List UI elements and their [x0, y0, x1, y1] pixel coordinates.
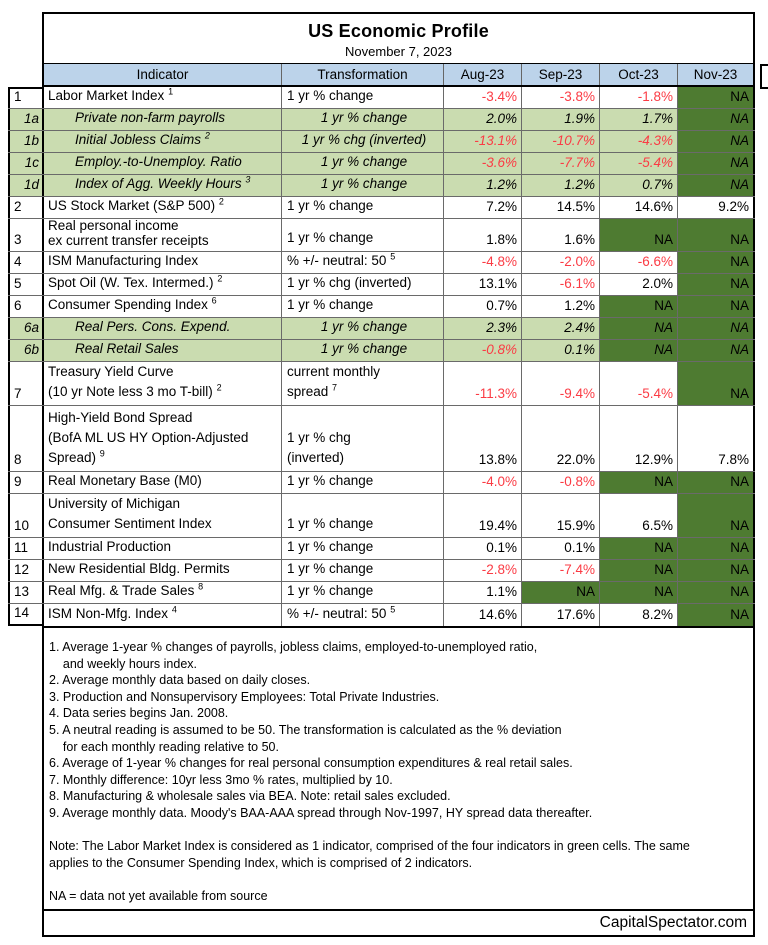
value-cell: -0.8%	[521, 472, 599, 493]
value-cell: -5.4%	[599, 362, 677, 405]
table-row	[8, 362, 755, 406]
value-cell: -7.7%	[521, 153, 599, 174]
value-cell: 1.8%	[443, 219, 521, 251]
page-title: US Economic Profile	[308, 21, 489, 41]
row-number-cell: 1c	[8, 153, 42, 174]
value-cell: -2.0%	[521, 252, 599, 273]
table-row	[8, 131, 755, 153]
value-cell: 7.2%	[443, 197, 521, 218]
value-cell: -13.1%	[443, 131, 521, 152]
value-cell: NA	[677, 538, 755, 559]
transformation-cell: 1 yr % change	[281, 340, 443, 361]
footnote-line: 8. Manufacturing & wholesale sales via BEA. Note: retail sales excluded.	[49, 789, 451, 804]
indicator-cell: Spot Oil (W. Tex. Intermed.) $^2$	[42, 274, 281, 295]
value-cell: -1.8%	[599, 87, 677, 108]
footnote-line: 4. Data series begins Jan. 2008.	[49, 706, 229, 721]
report-date: November 7, 2023	[345, 44, 452, 59]
row-number-cell: 2	[8, 197, 42, 218]
table-row	[8, 197, 755, 219]
table-row	[8, 274, 755, 296]
value-cell: 1.2%	[521, 296, 599, 317]
row-number-cell: 11	[8, 538, 42, 559]
value-cell: NA	[677, 472, 755, 493]
value-cell: 15.9%	[521, 494, 599, 537]
footnote-line	[49, 871, 749, 888]
value-cell: NA	[521, 582, 599, 603]
value-cell: NA	[677, 494, 755, 537]
transformation-cell: 1 yr % chg (inverted)	[281, 274, 443, 295]
indicator-cell: Employ.-to-Unemploy. Ratio	[42, 153, 281, 174]
column-header-nov-23: Nov-23	[677, 64, 755, 85]
transformation-cell: 1 yr % change	[281, 538, 443, 559]
row-number-cell: 1d	[8, 175, 42, 196]
indicator-cell: Consumer Spending Index $^6$	[42, 296, 281, 317]
economic-profile-table	[8, 12, 755, 937]
column-header-sep-23: Sep-23	[521, 64, 599, 85]
indicator-cell: Index of Agg. Weekly Hours $^3$	[42, 175, 281, 196]
row-number-cell: 10	[8, 494, 42, 537]
value-cell: 22.0%	[521, 406, 599, 471]
table-row	[8, 175, 755, 197]
row-number-cell: 12	[8, 560, 42, 581]
footnote-line: 2. Average monthly data based on daily closes.	[49, 673, 311, 688]
value-cell: -5.4%	[599, 153, 677, 174]
transformation-cell: current monthly spread $^7$	[281, 362, 443, 405]
value-cell: -9.4%	[521, 362, 599, 405]
transformation-cell: 1 yr % change	[281, 175, 443, 196]
transformation-cell: 1 yr % change	[281, 296, 443, 317]
indicator-cell: ISM Manufacturing Index	[42, 252, 281, 273]
value-cell: NA	[599, 296, 677, 317]
table-row	[8, 582, 755, 604]
footnote-line: applies to the Consumer Spending Index, which is comprised of 2 indicators.	[49, 855, 473, 870]
value-cell: 7.8%	[677, 406, 755, 471]
value-cell: NA	[677, 362, 755, 405]
indicator-cell: Real Retail Sales	[42, 340, 281, 361]
value-cell: NA	[677, 274, 755, 295]
table-row	[8, 604, 755, 626]
value-cell: 0.1%	[443, 538, 521, 559]
column-header-indicator: Indicator	[42, 64, 281, 85]
value-cell: 0.1%	[521, 340, 599, 361]
table-row	[8, 219, 755, 252]
value-cell: -4.0%	[443, 472, 521, 493]
value-cell: 8.2%	[599, 604, 677, 626]
indicator-cell: Real Monetary Base (M0)	[42, 472, 281, 493]
value-cell: 1.2%	[521, 175, 599, 196]
column-header-row	[42, 63, 755, 87]
value-cell: NA	[677, 175, 755, 196]
value-cell: NA	[599, 219, 677, 251]
transformation-cell: 1 yr % change	[281, 87, 443, 108]
value-cell: 0.1%	[521, 538, 599, 559]
value-cell: 6.5%	[599, 494, 677, 537]
transformation-cell: % +/- neutral: 50 $^5$	[281, 604, 443, 626]
row-number-cell: 6b	[8, 340, 42, 361]
transformation-cell: 1 yr % chg (inverted)	[281, 406, 443, 471]
value-cell: NA	[677, 131, 755, 152]
table-row	[8, 109, 755, 131]
value-cell: 0.7%	[599, 175, 677, 196]
row-number-cell: 14	[8, 604, 42, 626]
value-cell: NA	[599, 318, 677, 339]
table-row	[8, 560, 755, 582]
footnote-line: 9. Average monthly data. Moody's BAA-AAA spread through Nov-1997, HY spread data thereafter.	[49, 805, 593, 820]
footnotes-block	[42, 626, 755, 909]
indicator-cell: New Residential Bldg. Permits	[42, 560, 281, 581]
value-cell: NA	[677, 153, 755, 174]
table-row	[8, 153, 755, 175]
value-cell: NA	[599, 538, 677, 559]
value-cell: -4.8%	[443, 252, 521, 273]
table-row	[8, 87, 755, 109]
value-cell: NA	[599, 472, 677, 493]
value-cell: NA	[677, 87, 755, 108]
value-cell: 14.6%	[443, 604, 521, 626]
value-cell: -10.7%	[521, 131, 599, 152]
row-number-cell: 3	[8, 219, 42, 251]
value-cell: 1.7%	[599, 109, 677, 130]
value-cell: 2.0%	[599, 274, 677, 295]
indicator-cell: High-Yield Bond Spread (BofA ML US HY Option-Adjusted Spread) $^9$	[42, 406, 281, 471]
row-number-cell: 4	[8, 252, 42, 273]
value-cell: 14.5%	[521, 197, 599, 218]
transformation-cell: 1 yr % chg (inverted)	[281, 131, 443, 152]
row-number-cell: 1b	[8, 131, 42, 152]
column-header-aug-23: Aug-23	[443, 64, 521, 85]
footnote-line: for each monthly reading relative to 50.	[49, 739, 279, 754]
column-header-oct-23: Oct-23	[599, 64, 677, 85]
table-row	[8, 406, 755, 472]
value-cell: 9.2%	[677, 197, 755, 218]
table-row	[8, 296, 755, 318]
row-number-cell: 1a	[8, 109, 42, 130]
footnote-line: 7. Monthly difference: 10yr less 3mo % rates, multiplied by 10.	[49, 772, 393, 787]
row-number-cell: 6a	[8, 318, 42, 339]
transformation-cell: 1 yr % change	[281, 472, 443, 493]
right-edge-clipped-box	[760, 64, 768, 89]
value-cell: -6.6%	[599, 252, 677, 273]
row-number-cell: 6	[8, 296, 42, 317]
value-cell: NA	[677, 219, 755, 251]
row-number-cell: 1	[8, 87, 42, 108]
transformation-cell: 1 yr % change	[281, 153, 443, 174]
row-number-cell: 8	[8, 406, 42, 471]
value-cell: 1.1%	[443, 582, 521, 603]
value-cell: -0.8%	[443, 340, 521, 361]
transformation-cell: 1 yr % change	[281, 582, 443, 603]
value-cell: 14.6%	[599, 197, 677, 218]
value-cell: -4.3%	[599, 131, 677, 152]
indicator-cell: ISM Non-Mfg. Index $^4$	[42, 604, 281, 626]
value-cell: NA	[677, 604, 755, 626]
value-cell: 12.9%	[599, 406, 677, 471]
value-cell: -11.3%	[443, 362, 521, 405]
transformation-cell: 1 yr % change	[281, 318, 443, 339]
indicator-cell: Private non-farm payrolls	[42, 109, 281, 130]
table-row	[8, 472, 755, 494]
value-cell: -2.8%	[443, 560, 521, 581]
table-body	[8, 87, 755, 626]
value-cell: 1.6%	[521, 219, 599, 251]
footnote-line: Note: The Labor Market Index is considered as 1 indicator, comprised of the four indicators in green cells. The same	[49, 839, 690, 854]
value-cell: NA	[677, 582, 755, 603]
indicator-cell: US Stock Market (S&P 500) $^2$	[42, 197, 281, 218]
row-number-cell: 13	[8, 582, 42, 603]
indicator-cell: Real Mfg. & Trade Sales $^8$	[42, 582, 281, 603]
table-row	[8, 538, 755, 560]
footnote-line: NA = data not yet available from source	[49, 888, 268, 903]
value-cell: NA	[599, 582, 677, 603]
row-number-cell: 9	[8, 472, 42, 493]
indicator-cell: Labor Market Index $^1$	[42, 87, 281, 108]
value-cell: 13.8%	[443, 406, 521, 471]
footnote-line: 3. Production and Nonsupervisory Employees: Total Private Industries.	[49, 689, 440, 704]
transformation-cell: 1 yr % change	[281, 494, 443, 537]
table-row	[8, 340, 755, 362]
value-cell: -3.4%	[443, 87, 521, 108]
table-row	[8, 318, 755, 340]
footnote-line	[49, 822, 749, 839]
indicator-cell: Real Pers. Cons. Expend.	[42, 318, 281, 339]
value-cell: 2.0%	[443, 109, 521, 130]
row-number-cell: 5	[8, 274, 42, 295]
value-cell: 2.3%	[443, 318, 521, 339]
value-cell: 1.9%	[521, 109, 599, 130]
value-cell: NA	[599, 560, 677, 581]
footnote-line: 1. Average 1-year % changes of payrolls, jobless claims, employed-to-unemployed ratio,	[49, 640, 538, 654]
table-row	[8, 494, 755, 538]
value-cell: -7.4%	[521, 560, 599, 581]
transformation-cell: 1 yr % change	[281, 219, 443, 251]
value-cell: 0.7%	[443, 296, 521, 317]
row-number-cell: 7	[8, 362, 42, 405]
value-cell: NA	[677, 560, 755, 581]
transformation-cell: % +/- neutral: 50 $^5$	[281, 252, 443, 273]
value-cell: NA	[599, 340, 677, 361]
value-cell: NA	[677, 318, 755, 339]
footnote-line: 6. Average of 1-year % changes for real personal consumption expenditures & real retail sales.	[49, 756, 573, 771]
footnote-line: 5. A neutral reading is assumed to be 50. The transformation is calculated as the % deviation	[49, 722, 562, 737]
value-cell: -3.6%	[443, 153, 521, 174]
transformation-cell: 1 yr % change	[281, 109, 443, 130]
indicator-cell: Industrial Production	[42, 538, 281, 559]
indicator-cell: Initial Jobless Claims $^2$	[42, 131, 281, 152]
transformation-cell: 1 yr % change	[281, 197, 443, 218]
indicator-cell: Treasury Yield Curve (10 yr Note less 3 mo T-bill) $^2$	[42, 362, 281, 405]
value-cell: -6.1%	[521, 274, 599, 295]
value-cell: 13.1%	[443, 274, 521, 295]
value-cell: 1.2%	[443, 175, 521, 196]
table-row	[8, 252, 755, 274]
value-cell: 19.4%	[443, 494, 521, 537]
table-title-block	[42, 12, 755, 63]
footnote-line: and weekly hours index.	[49, 656, 197, 671]
indicator-cell: Real personal income ex current transfer receipts	[42, 219, 281, 251]
column-header-transformation: Transformation	[281, 64, 443, 85]
indicator-cell: University of Michigan Consumer Sentiment Index	[42, 494, 281, 537]
value-cell: -3.8%	[521, 87, 599, 108]
value-cell: NA	[677, 340, 755, 361]
value-cell: NA	[677, 252, 755, 273]
value-cell: 2.4%	[521, 318, 599, 339]
site-brand: CapitalSpectator.com	[599, 914, 747, 931]
value-cell: NA	[677, 296, 755, 317]
transformation-cell: 1 yr % change	[281, 560, 443, 581]
value-cell: 17.6%	[521, 604, 599, 626]
footer-row	[42, 909, 755, 937]
value-cell: NA	[677, 109, 755, 130]
